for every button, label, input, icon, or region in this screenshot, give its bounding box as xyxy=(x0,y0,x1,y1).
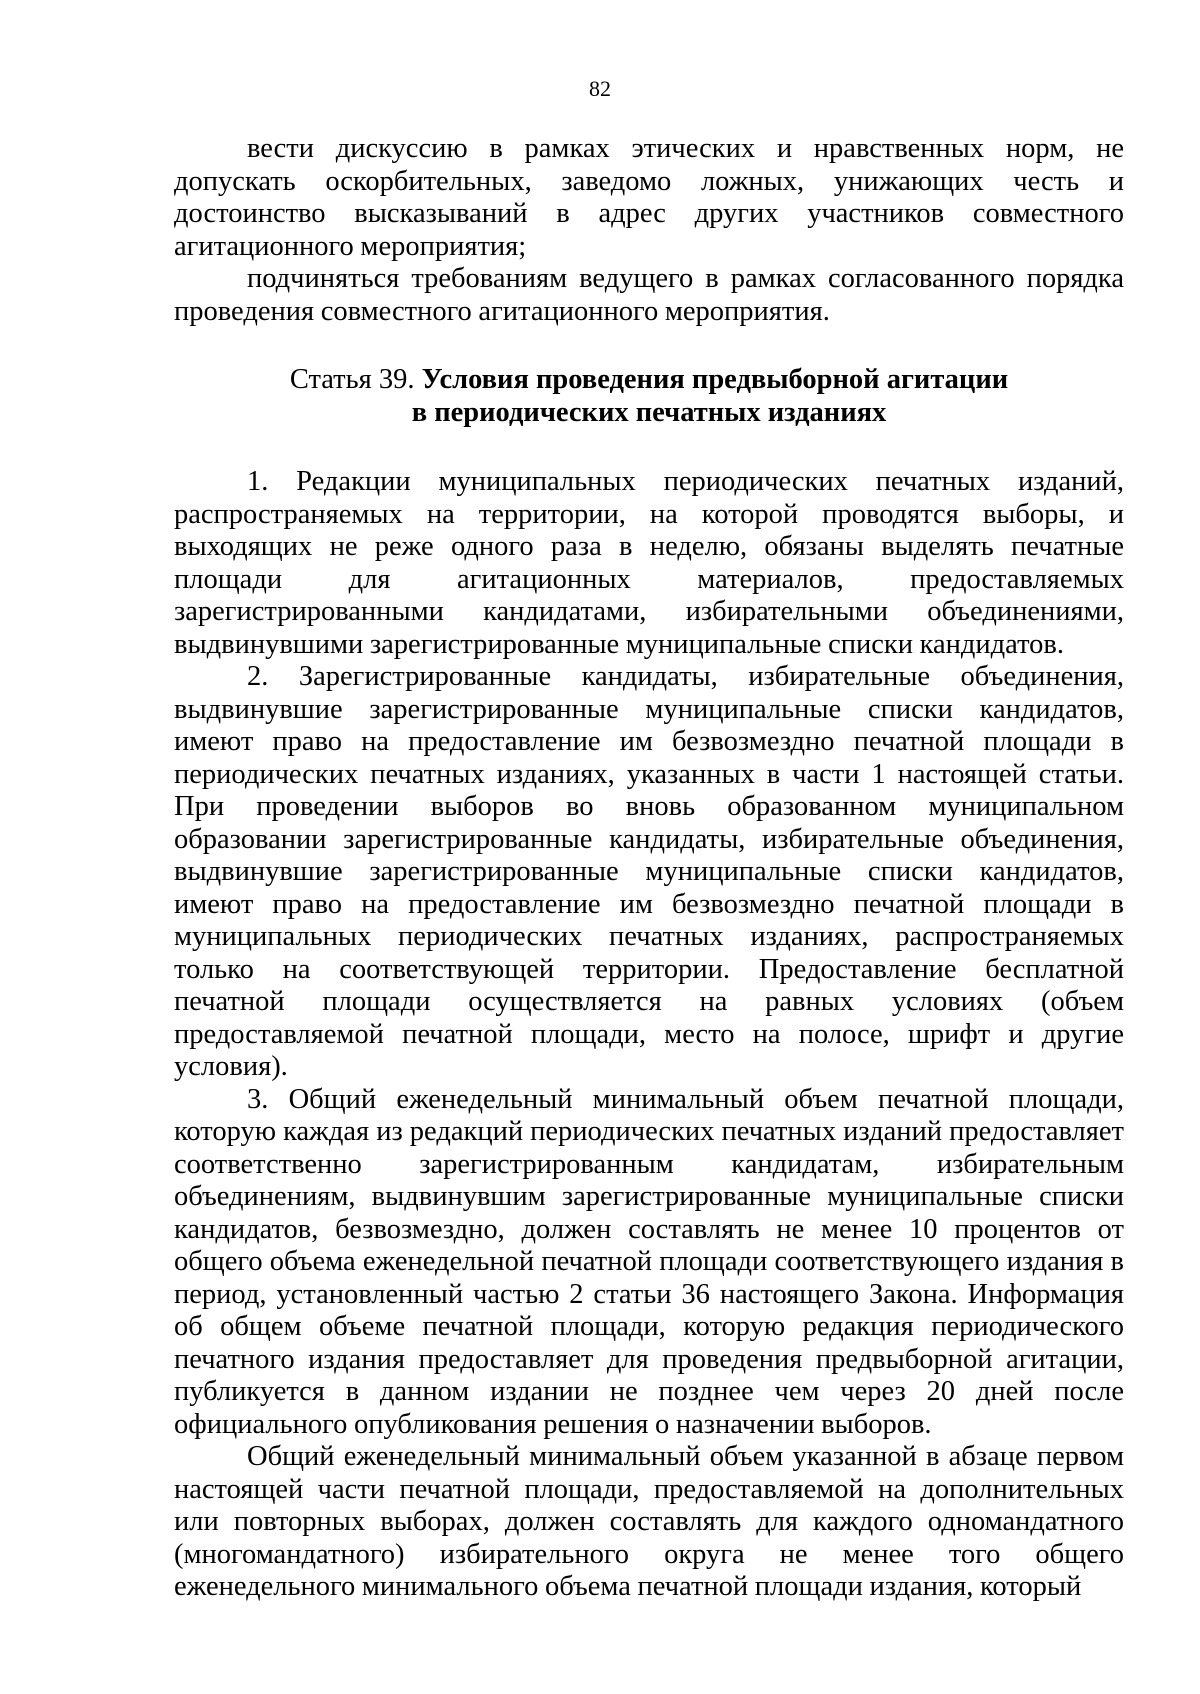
paragraph-discussion-rules: вести дискуссию в рамках этических и нравственных норм, не допускать оскорбительных, заведомо ложных, унижающих честь и достоинство высказываний в адрес других участников совместного агитационного мероприятия; xyxy=(174,133,1124,262)
paragraph-part-1: 1. Редакции муниципальных периодических печатных изданий, распространяемых на территории, на которой проводятся выборы, и выходящих не реже одного раза в неделю, обязаны выделять печатные площади для агитационных материалов, предоставляемых зарегистрированными кандидатами, избирательными объединениями, выдвинувшими зарегистрированные муниципальные списки кандидатов. xyxy=(174,466,1124,660)
paragraph-part-3-continued: Общий еженедельный минимальный объем указанной в абзаце первом настоящей части печатной площади, предоставляемой на дополнительных или повторных выборах, должен составлять для каждого одномандатного (многомандатного) избирательного округа не менее того общего еженедельного минимального объема печатной площади издания, который xyxy=(174,1441,1124,1602)
article-label: Статья 39. xyxy=(289,364,415,395)
article-title-line2: в периодических печатных изданиях xyxy=(411,396,887,428)
article-title-line1: Условия проведения предвыборной агитации xyxy=(421,364,1009,395)
paragraph-part-2: 2. Зарегистрированные кандидаты, избирательные объединения, выдвинувшие зарегистрированные муниципальные списки кандидатов, имеют право на предоставление им безвозмездно печатной площади в периодических печатных изданиях, указанных в части 1 настоящей статьи. При проведении выборов во вновь образованном муниципальном образовании зарегистрированные кандидаты, избирательные объединения, выдвинувшие зарегистрированные муниципальные списки кандидатов, имеют право на предоставление им безвозмездно печатной площади в муниципальных периодических печатных изданиях, распространяемых только на соответствующей территории. Предоставление бесплатной печатной площади осуществляется на равных условиях (объем предоставляемой печатной площади, место на полосе, шрифт и другие условия). xyxy=(174,661,1124,1082)
page-content xyxy=(174,133,1124,1604)
paragraph-host-requirements: подчиняться требованиям ведущего в рамках согласованного порядка проведения совместного агитационного мероприятия. xyxy=(174,263,1124,327)
page-number: 82 xyxy=(589,76,611,101)
article-heading xyxy=(174,364,1124,429)
paragraph-part-3: 3. Общий еженедельный минимальный объем печатной площади, которую каждая из редакций периодических печатных изданий предоставляет соответственно зарегистрированным кандидатам, избирательным объединениям, выдвинувшим зарегистрированные муниципальные списки кандидатов, безвозмездно, должен составлять не менее 10 процентов от общего объема еженедельной печатной площади соответствующего издания в период, установленный частью 2 статьи 36 настоящего Закона. Информация об общем объеме печатной площади, которую редакция периодического печатного издания предоставляет для проведения предвыборной агитации, публикуется в данном издании не позднее чем через 20 дней после официального опубликования решения о назначении выборов. xyxy=(174,1083,1124,1440)
